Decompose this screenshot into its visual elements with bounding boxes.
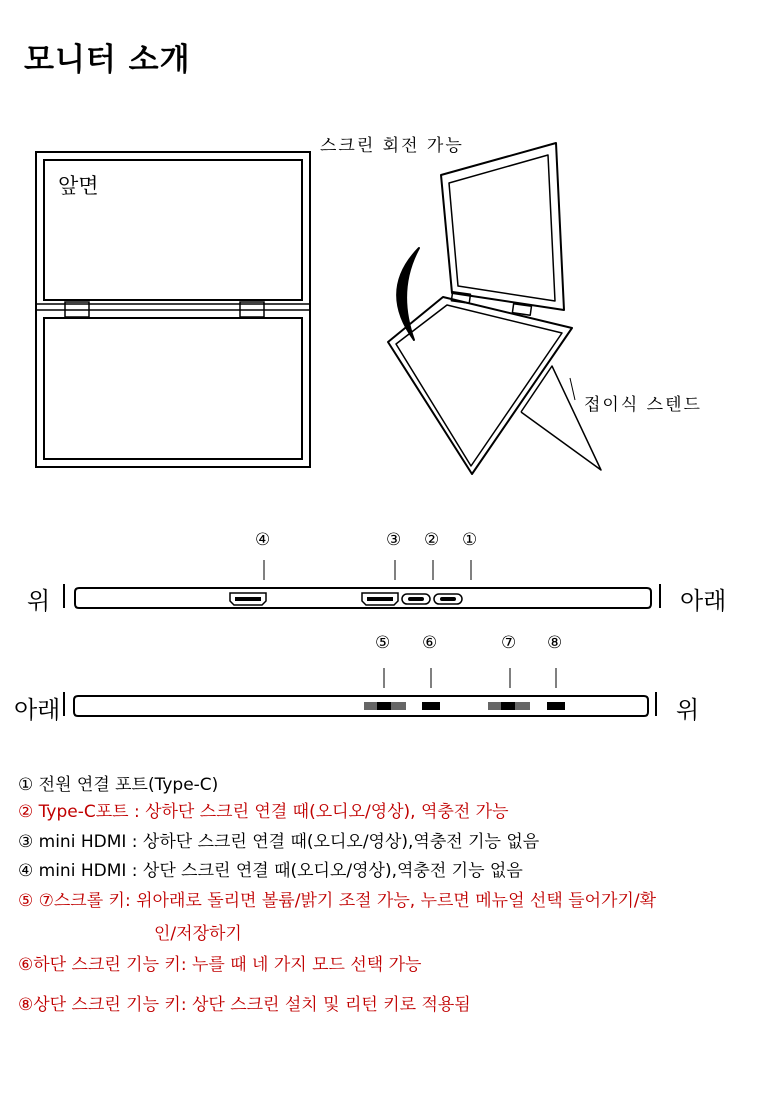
desc-line-8: ⑧상단 스크린 기능 키: 상단 스크린 설치 및 리턴 키로 적용됨 <box>18 995 471 1015</box>
desc-line-2: ② Type-C포트 : 상하단 스크린 연결 때(오디오/영상), 역충전 가능 <box>18 802 509 822</box>
front-label: 앞면 <box>58 174 99 198</box>
callout-6: ⑥ <box>422 633 438 653</box>
stand-pointer-line <box>570 378 575 400</box>
rotating-screen-inner <box>449 155 555 301</box>
desc-line-3: ③ mini HDMI : 상하단 스크린 연결 때(오디오/영상),역충전 기능 없음 <box>18 832 540 852</box>
bottom-edge-right-label: 위 <box>676 696 700 724</box>
bottom-edge-view <box>64 668 656 716</box>
desc-line-5-cont: 인/저장하기 <box>154 924 242 944</box>
page-title: 모니터 소개 <box>24 42 191 78</box>
port-4-mini-hdmi <box>230 593 266 605</box>
desc-line-1: ① 전원 연결 포트(Type-C) <box>18 775 219 795</box>
top-edge-left-label: 위 <box>27 587 51 615</box>
callout-5: ⑤ <box>375 633 391 653</box>
bottom-edge-left-label: 아래 <box>14 696 61 724</box>
top-edge-right-label: 아래 <box>680 587 727 615</box>
callout-3: ③ <box>386 530 402 550</box>
port-3-mini-hdmi <box>362 593 398 605</box>
stand-label: 접이식 스텐드 <box>584 395 702 415</box>
callout-4: ④ <box>255 530 271 550</box>
callout-7: ⑦ <box>501 633 517 653</box>
folding-stand <box>521 366 601 470</box>
port-2-type-c <box>402 594 430 604</box>
top-edge-body <box>75 588 651 608</box>
desc-line-5: ⑤ ⑦스크롤 키: 위아래로 돌리면 볼륨/밝기 조절 가능, 누르면 메뉴얼 선택 들어가기/확 <box>18 891 657 911</box>
key-7-scroll <box>488 702 530 710</box>
callout-2: ② <box>424 530 440 550</box>
lower-screen-inner <box>396 305 562 466</box>
rotation-arrow-icon <box>397 248 419 340</box>
callout-1: ① <box>462 530 478 550</box>
lower-screen-outer <box>388 297 572 474</box>
key-8-upper-function <box>547 702 565 710</box>
port-1-type-c-power <box>434 594 462 604</box>
top-edge-view <box>64 560 660 608</box>
desc-line-4: ④ mini HDMI : 상단 스크린 연결 때(오디오/영상),역충전 기능 없음 <box>18 861 523 881</box>
key-5-scroll <box>364 702 406 710</box>
desc-line-6: ⑥하단 스크린 기능 키: 누를 때 네 가지 모드 선택 가능 <box>18 955 422 975</box>
callout-8: ⑧ <box>547 633 563 653</box>
key-6-lower-function <box>422 702 440 710</box>
front-lower-screen <box>44 318 302 459</box>
rotate-label: 스크린 회전 가능 <box>320 136 464 156</box>
angled-view-monitor <box>388 143 601 474</box>
